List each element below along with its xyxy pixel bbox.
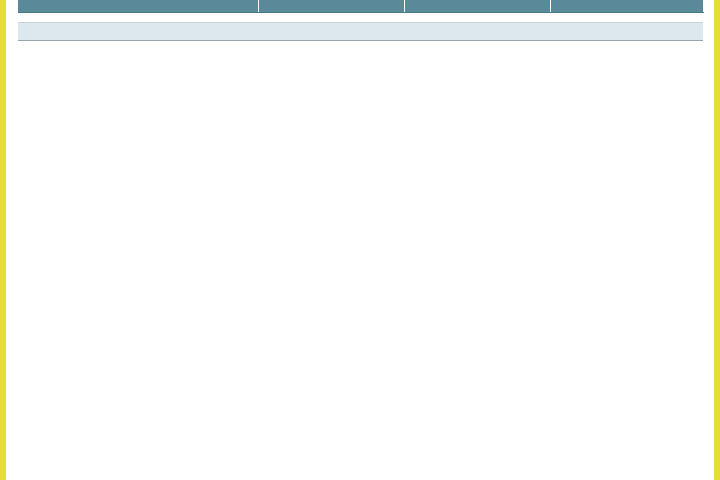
operating-expenses-header: [18, 23, 703, 41]
total-cogs-row: [18, 0, 703, 13]
section-title: [18, 23, 703, 41]
total-section: [18, 0, 703, 41]
spacer-row: [18, 13, 703, 23]
income-statement-table: [18, 0, 704, 41]
total-cell[interactable]: [404, 0, 550, 13]
spacer-cell: [18, 13, 703, 23]
total-cell[interactable]: [258, 0, 404, 13]
spreadsheet-sheet: [6, 0, 714, 480]
total-cell[interactable]: [550, 0, 703, 13]
total-cogs-label: [18, 0, 258, 13]
